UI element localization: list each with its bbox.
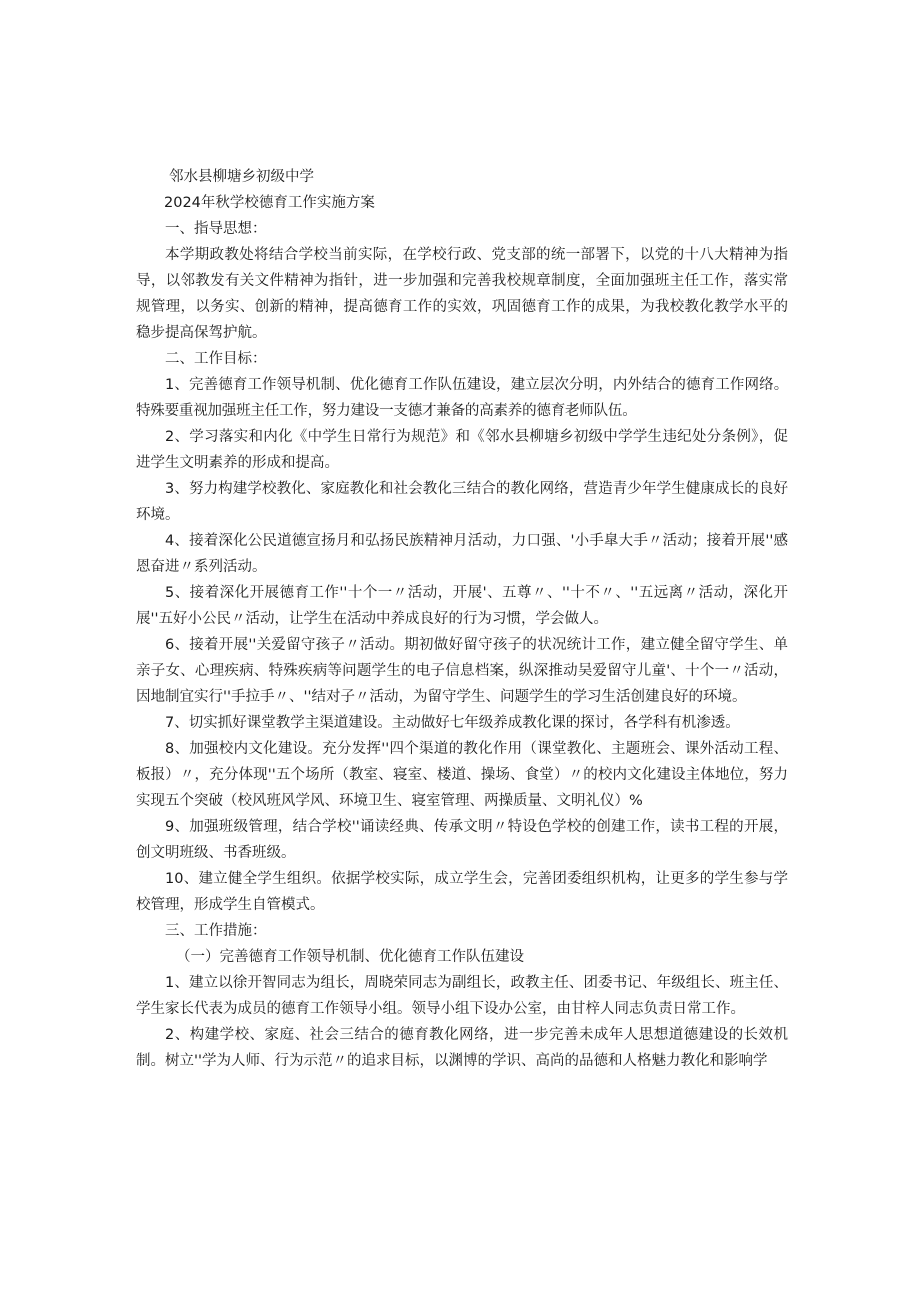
goal-item: 5、接着深化开展德育工作''十个一〃活动，开展'、五尊〃、''十不〃、''五远离〃活动，深化开展''五好小公民〃活动，让学生在活动中养成良好的行为习惯，学会做人。 xyxy=(136,585,788,627)
subsection-heading-leadership: （一）完善德育工作领导机制、优化德育工作队伍建设 xyxy=(176,949,524,965)
goal-item: 2、学习落实和内化《中学生日常行为规范》和《邻水县柳塘乡初级中学学生违纪处分条例》，促进学生文明素养的形成和提高。 xyxy=(136,429,788,471)
goal-item: 7、切实抓好课堂教学主渠道建设。主动做好七年级养成教化课的探讨，各学科有机渗透。 xyxy=(165,715,740,731)
paragraph-guiding-ideology: 本学期政教处将结合学校当前实际，在学校行政、党支部的统一部署下，以党的十八大精神为指导，以邻教发有关文件精神为指针，进一步加强和完善我校规章制度，全面加强班主任工作，落实常规管理，以务实、创新的精神，提高德育工作的实效，巩固德育工作的成果，为我校教化教学水平的稳步提高保驾护航。 xyxy=(136,247,788,341)
plan-title: 2024年秋学校德育工作实施方案 xyxy=(164,195,375,211)
measure-item: 1、建立以徐开智同志为组长，周晓荣同志为副组长，政教主任、团委书记、年级组长、班主任、学生家长代表为成员的德育工作领导小组。领导小组下设办公室，由甘梓人同志负责日常工作。 xyxy=(136,975,788,1017)
goal-item: 1、完善德育工作领导机制、优化德育工作队伍建设，建立层次分明，内外结合的德育工作网络。特殊要重视加强班主任工作，努力建设一支德才兼备的高素养的德育老师队伍。 xyxy=(136,377,788,419)
goal-item: 9、加强班级管理，结合学校''诵读经典、传承文明〃特设色学校的创建工作，读书工程的开展，创文明班级、书香班级。 xyxy=(136,819,788,861)
section-heading-guiding-ideology: 一、指导思想： xyxy=(165,221,267,237)
measure-item: 2、构建学校、家庭、社会三结合的德育教化网络，进一步完善未成年人思想道德建设的长效机制。树立''学为人师、行为示范〃的追求目标，以渊博的学识、高尚的品德和人格魅力教化和影响学 xyxy=(136,1027,788,1069)
document-body xyxy=(136,164,788,1074)
goal-item: 6、接着开展''关爱留守孩子〃活动。期初做好留守孩子的状况统计工作，建立健全留守学生、单亲子女、心理疾病、特殊疾病等问题学生的电子信息档案，纵深推动吴爱留守儿童'、十个一〃活动，因地制宜实行''手拉手〃、''结对子〃活动，为留守学生、问题学生的学习生活创建良好的环境。 xyxy=(136,637,788,705)
goal-item: 3、努力构建学校教化、家庭教化和社会教化三结合的教化网络，营造青少年学生健康成长的良好环境。 xyxy=(136,481,788,523)
school-name: 邻水县柳塘乡初级中学 xyxy=(169,169,314,185)
goal-item: 10、建立健全学生组织。依据学校实际，成立学生会，完善团委组织机构，让更多的学生参与学校管理，形成学生自管模式。 xyxy=(136,871,788,913)
section-heading-work-goals: 二、工作目标： xyxy=(165,351,267,367)
goal-item: 8、加强校内文化建设。充分发挥''四个渠道的教化作用（课堂教化、主题班会、课外活动工程、板报）〃，充分体现''五个场所（教室、寝室、楼道、操场、食堂）〃的校内文化建设主体地位，努力实现五个突破（校风班风学风、环境卫生、寝室管理、两操质量、文明礼仪）% xyxy=(136,741,788,809)
section-heading-work-measures: 三、工作措施： xyxy=(165,923,267,939)
goal-item: 4、接着深化公民道德宣扬月和弘扬民族精神月活动，力口强、'小手皐大手〃活动；接着开展''感恩奋进〃系列活动。 xyxy=(136,533,788,575)
